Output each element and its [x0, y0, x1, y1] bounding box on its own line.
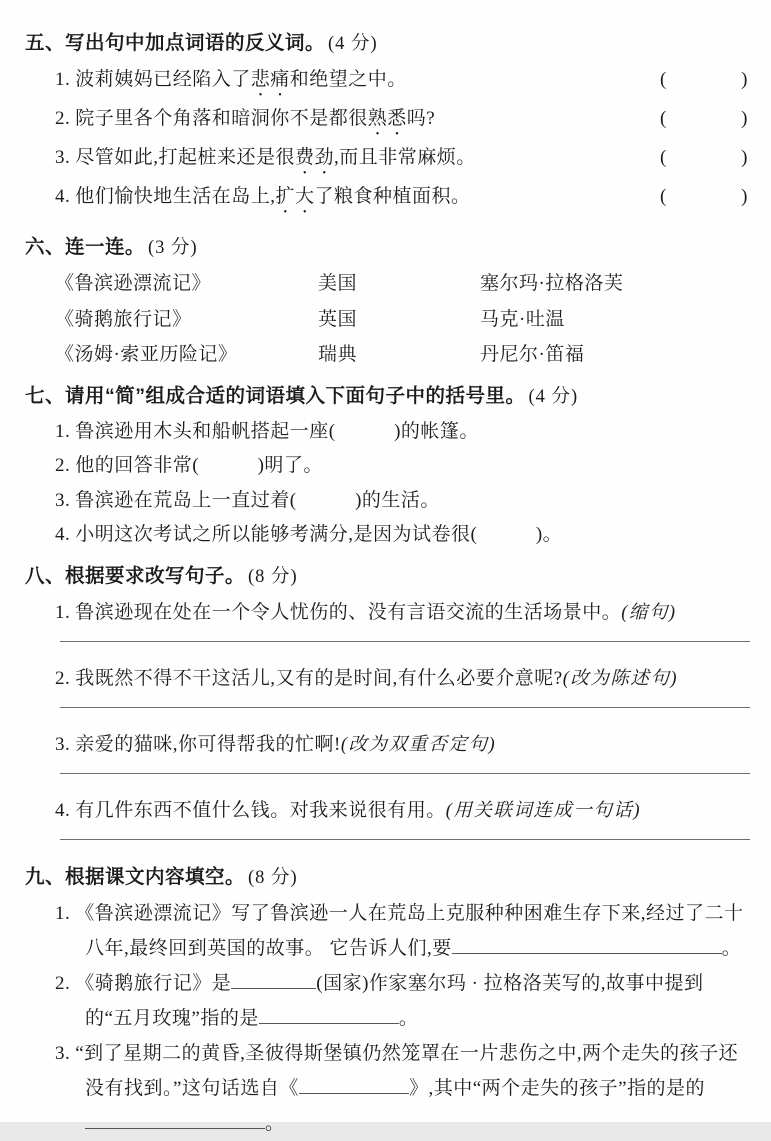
section-9-heading — [25, 860, 748, 896]
answer-brackets — [660, 140, 748, 175]
author-name: 塞尔玛·拉格洛芙 — [480, 273, 624, 294]
question-number: 2. — [55, 455, 71, 477]
book-title: 《汤姆·索亚历险记》 — [55, 344, 238, 365]
close-paren: ) — [741, 186, 748, 207]
emphasized-word: 费劲 — [295, 147, 335, 168]
question-number: 1. — [55, 601, 71, 623]
close-paren: ) — [741, 147, 748, 168]
fill-question-3 — [25, 484, 748, 519]
country-label: 美国 — [318, 273, 358, 294]
book-title: 《鲁滨逊漂流记》 — [55, 273, 212, 294]
question-sentence — [55, 140, 476, 179]
sentence-text: 了粮食种植面积。 — [314, 186, 471, 207]
answer-line — [60, 707, 750, 708]
fill-question-2 — [25, 449, 748, 484]
question-number: 4. — [55, 186, 71, 207]
antonym-question-3 — [25, 140, 748, 179]
open-paren: ( — [660, 147, 667, 168]
section-text-fill — [25, 860, 748, 1141]
instruction-note: (用关联词连成一句话) — [445, 800, 642, 821]
author-name: 马克·吐温 — [480, 308, 565, 330]
antonym-question-2 — [25, 101, 748, 140]
section-matching — [25, 230, 748, 373]
section-6-title: 六、连一连。 — [25, 236, 146, 258]
section-7-title: 七、请用“简”组成合适的词语填入下面句子中的括号里。 — [25, 384, 526, 407]
question-number: 2. — [55, 667, 71, 689]
emphasized-word: 扩大 — [275, 186, 315, 207]
question-number: 3. — [55, 733, 71, 755]
section-6-heading — [25, 230, 748, 266]
emphasized-word: 熟悉 — [367, 108, 407, 129]
answer-line — [60, 773, 750, 774]
fill-question-4 — [25, 518, 748, 553]
section-7-score: (4 分) — [528, 386, 579, 407]
match-row-1 — [25, 266, 748, 302]
sentence-text: 》,其中“两个走失的孩子”指的是的 — [408, 1077, 706, 1099]
sentence-text: 。 — [265, 1112, 285, 1134]
open-paren: ( — [660, 108, 667, 129]
sentence-text: 亲爱的猫咪,你可得帮我的忙啊! — [75, 733, 341, 755]
question-number: 1. — [55, 69, 71, 90]
country-label: 英国 — [318, 308, 358, 330]
answer-brackets — [660, 179, 748, 214]
question-number: 2. — [55, 108, 71, 129]
sentence-text: (国家)作家塞尔玛 · 拉格洛芙写的,故事中提到的“五月玫瑰”指的是 — [85, 972, 704, 1029]
instruction-note: (缩句) — [621, 602, 677, 623]
close-paren: ) — [741, 108, 748, 129]
sentence-text: 他们愉快地生活在岛上, — [75, 186, 276, 207]
section-word-fill — [25, 379, 748, 553]
sentence-text: 《鲁滨逊漂流记》写了鲁滨逊一人在荒岛上克服种种困难生存下来,经过了二十八年,最终回到英国的故事。 它告诉人们,要 — [75, 902, 744, 959]
rewrite-question-1 — [25, 595, 748, 631]
answer-blank — [85, 1108, 265, 1129]
emphasized-word: 悲痛 — [250, 69, 290, 90]
sentence-text: 《骑鹅旅行记》是 — [75, 972, 232, 994]
question-number: 2. — [55, 972, 71, 994]
answer-line — [60, 839, 750, 840]
sentence-text: “到了星期二的黄昏,圣彼得斯堡镇仍然笼罩在一片悲伤之中,两个走失的孩子还没有找到。”这句话选自《 — [75, 1042, 739, 1099]
open-paren: ( — [660, 69, 667, 90]
section-8-heading — [25, 559, 748, 595]
antonym-question-1 — [25, 62, 748, 101]
section-5-title: 五、写出句中加点词语的反义词。 — [25, 32, 326, 54]
section-7-heading — [25, 379, 748, 415]
section-antonyms — [25, 26, 748, 218]
section-8-score: (8 分) — [248, 566, 298, 587]
match-row-2 — [25, 302, 748, 338]
sentence-text: 有几件东西不值什么钱。对我来说很有用。 — [75, 799, 446, 821]
rewrite-question-3 — [25, 727, 748, 763]
answer-line — [60, 641, 750, 642]
instruction-note: (改为双重否定句) — [340, 734, 497, 755]
close-paren: ) — [741, 69, 748, 90]
sentence-text: 鲁滨逊在荒岛上一直过着( )的生活。 — [75, 489, 440, 511]
section-rewrite — [25, 559, 748, 840]
rewrite-question-4 — [25, 793, 748, 829]
sentence-text: 和绝望之中。 — [289, 69, 407, 90]
question-number: 4. — [55, 524, 71, 546]
sentence-text: 波莉姨妈已经陷入了 — [75, 69, 251, 90]
section-9-score: (8 分) — [248, 867, 298, 888]
sentence-text: 鲁滨逊现在处在一个令人忧伤的、没有言语交流的生活场景中。 — [75, 601, 622, 623]
section-5-heading — [25, 26, 748, 62]
sentence-text: 他的回答非常( )明了。 — [75, 455, 323, 477]
sentence-text: 。 — [721, 937, 742, 959]
text-fill-question-3 — [25, 1036, 748, 1141]
question-number: 1. — [55, 420, 71, 442]
answer-blank — [452, 933, 722, 954]
question-number: 4. — [55, 799, 71, 821]
answer-blank — [231, 968, 316, 989]
question-sentence — [55, 101, 435, 140]
question-sentence — [55, 62, 407, 101]
question-number: 3. — [55, 147, 71, 168]
text-fill-question-1 — [25, 896, 748, 966]
sentence-text: 吗? — [406, 108, 436, 129]
question-sentence — [55, 179, 471, 218]
sentence-text: 我既然不得不干这活儿,又有的是时间,有什么必要介意呢? — [75, 667, 563, 689]
instruction-note: (改为陈述句) — [562, 668, 679, 689]
sentence-text: ,而且非常麻烦。 — [334, 147, 476, 168]
match-row-3 — [25, 337, 748, 373]
section-8-title: 八、根据要求改写句子。 — [25, 564, 246, 587]
open-paren: ( — [660, 186, 667, 207]
text-fill-question-2 — [25, 966, 748, 1036]
section-9-title: 九、根据课文内容填空。 — [25, 865, 246, 888]
answer-blank — [259, 1003, 399, 1024]
answer-brackets — [660, 62, 748, 97]
section-6-score: (3 分) — [148, 238, 198, 258]
sentence-text: 院子里各个角落和暗洞你不是都很 — [75, 108, 368, 129]
antonym-question-4 — [25, 179, 748, 218]
author-name: 丹尼尔·笛福 — [480, 344, 585, 365]
answer-brackets — [660, 101, 748, 136]
fill-question-1 — [25, 415, 748, 450]
sentence-text: 。 — [398, 1007, 419, 1029]
sentence-text: 鲁滨逊用木头和船帆搭起一座( )的帐篷。 — [75, 420, 479, 442]
country-label: 瑞典 — [318, 344, 358, 365]
section-5-score: (4 分) — [328, 34, 378, 54]
rewrite-question-2 — [25, 661, 748, 697]
sentence-text: 尽管如此,打起桩来还是很 — [75, 147, 296, 168]
question-number: 3. — [55, 489, 71, 511]
book-title: 《骑鹅旅行记》 — [55, 308, 192, 330]
question-number: 1. — [55, 902, 71, 924]
question-number: 3. — [55, 1042, 71, 1064]
sentence-text: 小明这次考试之所以能够考满分,是因为试卷很( )。 — [75, 524, 563, 546]
answer-blank — [299, 1073, 409, 1094]
